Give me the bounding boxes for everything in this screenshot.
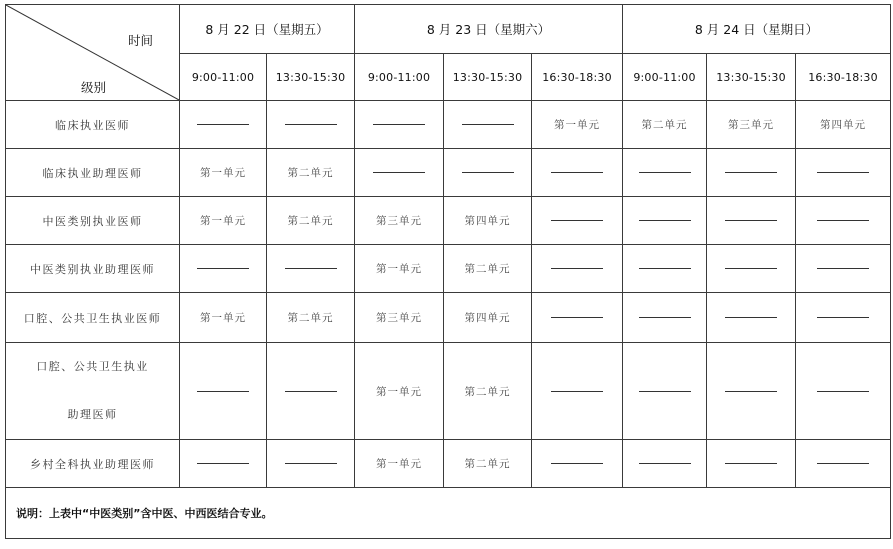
dash-line [551, 220, 603, 221]
empty-cell [532, 343, 623, 440]
dash-line [725, 391, 777, 392]
exam-schedule-table [5, 4, 891, 539]
session-cell: 第一单元 [355, 440, 444, 488]
note-row [6, 488, 891, 539]
empty-cell [707, 440, 796, 488]
table-row [6, 101, 891, 149]
dash-line [817, 391, 869, 392]
empty-cell [267, 245, 355, 293]
empty-cell [796, 149, 891, 197]
dash-line [725, 268, 777, 269]
empty-cell [796, 440, 891, 488]
empty-cell [623, 245, 707, 293]
session-cell: 第一单元 [532, 101, 623, 149]
empty-cell [355, 149, 444, 197]
time-label: 时间 [127, 33, 153, 48]
empty-cell [180, 343, 267, 440]
dash-line [639, 220, 691, 221]
empty-cell [444, 101, 532, 149]
session-cell: 第一单元 [355, 343, 444, 440]
date-header: 8 月 24 日（星期日） [623, 5, 891, 54]
table-row [6, 245, 891, 293]
time-slot: 13:30-15:30 [444, 54, 532, 101]
empty-cell [267, 343, 355, 440]
dash-line [197, 268, 249, 269]
dash-line [817, 220, 869, 221]
dash-line [817, 268, 869, 269]
time-slot: 9:00-11:00 [355, 54, 444, 101]
empty-cell [796, 293, 891, 343]
session-cell: 第三单元 [355, 197, 444, 245]
empty-cell [355, 101, 444, 149]
header-row-dates [6, 5, 891, 54]
dash-line [817, 463, 869, 464]
empty-cell [180, 245, 267, 293]
table-row [6, 197, 891, 245]
schedule-body [6, 101, 891, 488]
empty-cell [796, 197, 891, 245]
dash-line [817, 172, 869, 173]
time-slot: 13:30-15:30 [707, 54, 796, 101]
dash-line [373, 124, 425, 125]
session-cell: 第二单元 [444, 440, 532, 488]
dash-line [551, 391, 603, 392]
session-cell: 第一单元 [355, 245, 444, 293]
time-slot: 13:30-15:30 [267, 54, 355, 101]
session-cell: 第一单元 [180, 149, 267, 197]
session-cell: 第二单元 [267, 293, 355, 343]
level-cell: 中医类别执业助理医师 [6, 245, 180, 293]
empty-cell [532, 440, 623, 488]
time-slot: 16:30-18:30 [532, 54, 623, 101]
empty-cell [180, 440, 267, 488]
dash-line [551, 172, 603, 173]
dash-line [725, 172, 777, 173]
session-cell: 第四单元 [796, 101, 891, 149]
dash-line [285, 391, 337, 392]
dash-line [197, 124, 249, 125]
time-slot: 9:00-11:00 [623, 54, 707, 101]
date-header: 8 月 23 日（星期六） [355, 5, 623, 54]
dash-line [639, 172, 691, 173]
dash-line [551, 463, 603, 464]
empty-cell [532, 149, 623, 197]
level-cell [6, 343, 180, 440]
session-cell: 第四单元 [444, 293, 532, 343]
dash-line [639, 268, 691, 269]
table-row [6, 440, 891, 488]
level-label: 级别 [81, 80, 107, 95]
empty-cell [707, 197, 796, 245]
dash-line [725, 220, 777, 221]
empty-cell [623, 197, 707, 245]
dash-line [639, 317, 691, 318]
session-cell: 第二单元 [267, 197, 355, 245]
empty-cell [267, 440, 355, 488]
empty-cell [267, 101, 355, 149]
session-cell: 第二单元 [623, 101, 707, 149]
time-slot: 16:30-18:30 [796, 54, 891, 101]
session-cell: 第一单元 [180, 293, 267, 343]
session-cell: 第四单元 [444, 197, 532, 245]
empty-cell [623, 343, 707, 440]
dash-line [725, 317, 777, 318]
dash-line [817, 317, 869, 318]
session-cell: 第三单元 [355, 293, 444, 343]
empty-cell [707, 293, 796, 343]
empty-cell [623, 149, 707, 197]
dash-line [285, 268, 337, 269]
session-cell: 第二单元 [267, 149, 355, 197]
level-cell: 口腔、公共卫生执业医师 [6, 293, 180, 343]
session-cell: 第三单元 [707, 101, 796, 149]
table-row [6, 293, 891, 343]
dash-line [551, 268, 603, 269]
empty-cell [796, 343, 891, 440]
empty-cell [796, 245, 891, 293]
empty-cell [532, 197, 623, 245]
dash-line [462, 124, 514, 125]
level-line: 助理医师 [67, 408, 118, 421]
level-line: 口腔、公共卫生执业 [36, 360, 149, 373]
date-header: 8 月 22 日（星期五） [180, 5, 355, 54]
level-cell: 乡村全科执业助理医师 [6, 440, 180, 488]
dash-line [639, 391, 691, 392]
empty-cell [532, 245, 623, 293]
dash-line [551, 317, 603, 318]
dash-line [285, 124, 337, 125]
empty-cell [623, 440, 707, 488]
empty-cell [444, 149, 532, 197]
dash-line [197, 391, 249, 392]
dash-line [462, 172, 514, 173]
empty-cell [532, 293, 623, 343]
table-row [6, 149, 891, 197]
empty-cell [707, 343, 796, 440]
session-cell: 第一单元 [180, 197, 267, 245]
dash-line [197, 463, 249, 464]
session-cell: 第二单元 [444, 245, 532, 293]
dash-line [725, 463, 777, 464]
note-text: 说明：上表中“中医类别”含中医、中西医结合专业。 [6, 488, 891, 539]
dash-line [373, 172, 425, 173]
dash-line [285, 463, 337, 464]
header-corner-cell [6, 5, 180, 101]
level-cell: 临床执业医师 [6, 101, 180, 149]
empty-cell [707, 245, 796, 293]
empty-cell [180, 101, 267, 149]
empty-cell [707, 149, 796, 197]
dash-line [639, 463, 691, 464]
level-cell: 中医类别执业医师 [6, 197, 180, 245]
session-cell: 第二单元 [444, 343, 532, 440]
table-row [6, 343, 891, 440]
level-cell: 临床执业助理医师 [6, 149, 180, 197]
time-slot: 9:00-11:00 [180, 54, 267, 101]
empty-cell [623, 293, 707, 343]
